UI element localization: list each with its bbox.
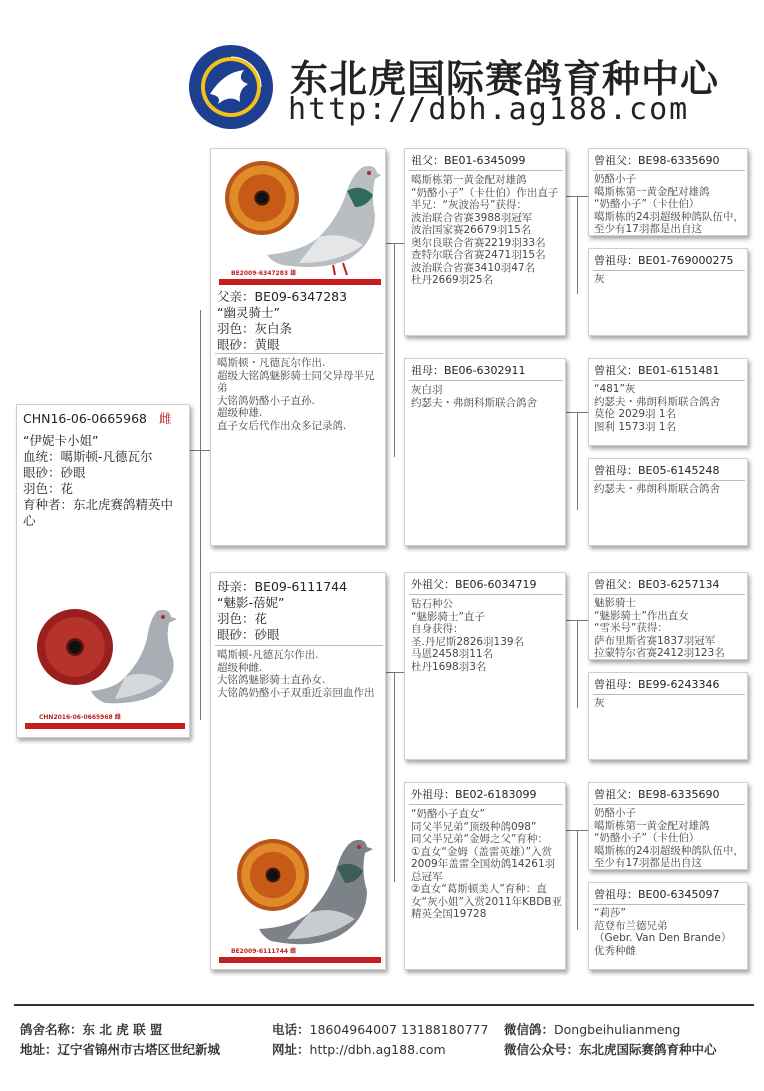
great-grandparent-card[interactable] — [588, 248, 748, 336]
great-grandparent-card[interactable] — [588, 458, 748, 546]
great-grandparent-title: 曾祖父：BE01-6151481 — [594, 364, 720, 377]
great-grandparent-card[interactable] — [588, 358, 748, 446]
grandparent-title: 祖母：BE06-6302911 — [411, 364, 526, 377]
grandparent-card[interactable] — [404, 358, 566, 546]
great-grandparent-description: 约瑟夫・弗朗科斯联合鸽舍 — [594, 483, 720, 495]
mother-photo — [219, 831, 381, 963]
subject-eye: 眼砂：砂眼 — [23, 465, 86, 480]
grandparent-card[interactable] — [404, 148, 566, 336]
mother-color: 羽色：花 — [217, 611, 268, 626]
mother-name: “魅影-蓓妮” — [217, 595, 285, 610]
great-grandparent-title: 曾祖母：BE00-6345097 — [594, 888, 720, 901]
subject-sex: 雌 — [158, 411, 172, 426]
footer-public-account: 微信公众号：东北虎国际赛鸽育种中心 — [504, 1042, 717, 1057]
great-grandparent-description: “莉莎” 范登布兰德兄弟 （Gebr. Van Den Brande） 优秀种雌 — [594, 907, 732, 957]
grandparent-description: “奶酪小子直女” 同父半兄弟“顶级种鸽098” 同父半兄弟“金姆之父”育种： ①直女“金姆（盖雷英雄）”入赏2009年盖雷全国幼鸽14261羽总冠军 ②直女“葛斯顿美人”育种：直女“灰小姐”入赏2011年KBDB亚精英全国19728 — [411, 808, 562, 920]
subject-name: “伊妮卡小姐” — [23, 433, 99, 448]
great-grandparent-card[interactable] — [588, 148, 748, 236]
great-grandparent-title: 曾祖父：BE98-6335690 — [594, 154, 720, 167]
pigeon-photo-icon — [263, 155, 383, 281]
father-name: “幽灵骑士” — [217, 305, 280, 320]
great-grandparent-card[interactable] — [588, 782, 748, 870]
great-grandparent-title: 曾祖父：BE98-6335690 — [594, 788, 720, 801]
tiger-racing-logo-icon — [188, 44, 274, 130]
great-grandparent-description: 魅影骑士 “魅影骑士”作出直女 “雪米号”获得： 萨布里斯省赛1837羽冠军 拉蒙特尔省赛2412羽123名 — [594, 597, 725, 659]
footer-phone: 电话：18604964007 13188180777 — [272, 1022, 489, 1037]
subject-bird-card[interactable] — [16, 404, 190, 738]
grandparent-card[interactable] — [404, 572, 566, 760]
great-grandparent-title: 曾祖父：BE03-6257134 — [594, 578, 720, 591]
pigeon-photo-icon — [257, 831, 377, 957]
grandparent-description: 钻石种公 “魅影骑士”直子 自身获得： 圣.丹尼斯2826羽139名 马恩2458羽11名 杜丹1698羽3名 — [411, 598, 525, 673]
grandparent-description: 灰白羽 约瑟夫・弗朗科斯联合鸽舍 — [411, 384, 537, 409]
great-grandparent-title: 曾祖母：BE99-6243346 — [594, 678, 720, 691]
great-grandparent-description: 灰 — [594, 273, 605, 285]
footer-address: 地址：辽宁省锦州市古塔区世纪新城 — [20, 1042, 221, 1057]
mother-eye: 眼砂：砂眼 — [217, 627, 280, 642]
grandparent-title: 外祖母：BE02-6183099 — [411, 788, 537, 801]
father-ring: 父亲：BE09-6347283 — [217, 289, 348, 304]
grandparent-card[interactable] — [404, 782, 566, 970]
father-eye: 眼砂：黄眼 — [217, 337, 280, 352]
mother-description: 噶斯顿-凡德瓦尔作出. 超级种雌. 大铭鸽魅影骑士直孙女. 大铭鸽奶酪小子双重近亲回血作出 — [217, 649, 375, 699]
header-title: 东北虎国际赛鸽育种中心 — [290, 57, 720, 101]
great-grandparent-title: 曾祖母：BE05-6145248 — [594, 464, 720, 477]
great-grandparent-description: 奶酪小子 噶斯栋第一黄金配对雄鸽 “奶酪小子”（卡仕伯） 噶斯栋的24羽超级种鸽队伍中，至少有17羽都是出自这 — [594, 173, 744, 235]
great-grandparent-card[interactable] — [588, 572, 748, 660]
pigeon-photo-icon — [85, 599, 185, 709]
header-logo — [188, 44, 274, 130]
great-grandparent-description: “481”灰 约瑟夫・弗朗科斯联合鸽舍 莫伦 2029羽 1名 图利 1573羽 1名 — [594, 383, 720, 433]
father-card[interactable] — [210, 148, 386, 546]
great-grandparent-description: 灰 — [594, 697, 605, 709]
great-grandparent-card[interactable] — [588, 882, 748, 970]
great-grandparent-description: 奶酪小子 噶斯栋第一黄金配对雄鸽 “奶酪小子”（卡仕伯） 噶斯栋的24羽超级种鸽队伍中，至少有17羽都是出自这 — [594, 807, 744, 869]
grandparent-title: 祖父：BE01-6345099 — [411, 154, 526, 167]
mother-ring: 母亲：BE09-6111744 — [217, 579, 348, 594]
subject-color: 羽色：花 — [23, 481, 74, 496]
subject-photo — [25, 595, 185, 729]
father-color: 羽色：灰白条 — [217, 321, 293, 336]
subject-breeder: 育种者：东北虎赛鸽精英中心 — [23, 497, 174, 528]
mother-card[interactable] — [210, 572, 386, 970]
father-photo-tag: BE2009-6347283 雄 — [231, 270, 297, 277]
grandparent-description: 噶斯栋第一黄金配对雄鸽 “奶酪小子”（卡仕伯）作出直子 半兄：“灰波治号”获得： 波治联合省赛3988羽冠军 波治国家赛26679羽15名 奥尔良联合省赛2219羽33名 查特尔联合省赛2471羽15名 波治联合省赛3410羽47名 杜丹2669羽25名 — [411, 174, 559, 286]
footer-website[interactable]: 网址：http://dbh.ag188.com — [272, 1042, 446, 1057]
footer-loft: 鸽舍名称：东 北 虎 联 盟 — [20, 1022, 163, 1037]
footer-divider — [14, 1004, 754, 1006]
great-grandparent-card[interactable] — [588, 672, 748, 760]
footer-wechat: 微信鸽：Dongbeihulianmeng — [504, 1022, 681, 1037]
mother-photo-tag: BE2009-6111744 雌 — [231, 948, 297, 955]
header-url[interactable]: http://dbh.ag188.com — [288, 92, 690, 127]
subject-strain: 血统：噶斯顿-凡德瓦尔 — [23, 449, 153, 464]
grandparent-title: 外祖父：BE06-6034719 — [411, 578, 537, 591]
father-description: 噶斯顿・凡德瓦尔作出. 超级大铭鸽魅影骑士同父异母半兄弟 大铭鸽奶酪小子直孙. 超级种雄. 直子女后代作出众多记录鸽. — [217, 357, 375, 432]
subject-photo-tag: CHN2016-06-0665968 雌 — [39, 714, 121, 721]
father-photo — [219, 155, 381, 285]
subject-ring: CHN16-06-0665968 — [23, 411, 147, 426]
great-grandparent-title: 曾祖母：BE01-769000275 — [594, 254, 734, 267]
